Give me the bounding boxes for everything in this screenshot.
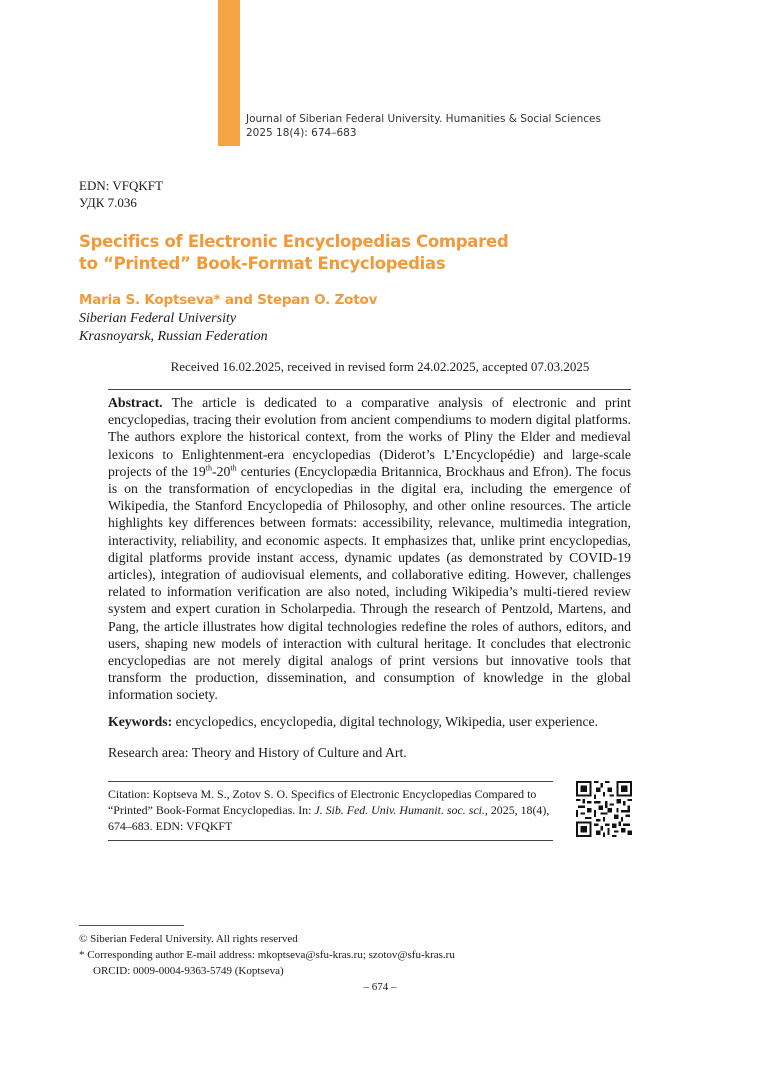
citation-top-rule <box>108 781 553 782</box>
received-dates: Received 16.02.2025, received in revised form 24.02.2025, accepted 07.03.2025 <box>170 359 590 374</box>
article-title <box>79 231 639 275</box>
abstract-text: -20 <box>212 463 231 479</box>
abstract-top-rule <box>108 389 631 390</box>
copyright-note: © Siberian Federal University. All rights reserved <box>79 933 298 945</box>
corresponding-author-note: * Corresponding author E-mail address: mkoptseva@sfu-kras.ru; szotov@sfu-kras.ru <box>79 949 455 961</box>
affiliation-location: Krasnoyarsk, Russian Federation <box>79 329 268 344</box>
superscript: th <box>230 463 237 473</box>
abstract <box>108 394 631 704</box>
research-area: Research area: Theory and History of Culture and Art. <box>108 745 407 760</box>
title-line-2: to “Printed” Book-Format Encyclopedias <box>79 254 446 273</box>
udk: УДК 7.036 <box>79 195 137 210</box>
superscript: th <box>205 463 213 473</box>
citation-journal: J. Sib. Fed. Univ. Humanit. soc. sci. <box>314 803 485 817</box>
keywords <box>108 713 638 730</box>
abstract-text: centuries (Encyclopædia Britannica, Brockhaus and Efron). The focus is on the transformation of encyclopedias in the digital era, including the emergence of Wikipedia, the Stanford Encyclopedia of Philosophy, and other online resources. The article highlights key differences between formats: accessibility, relevance, multimedia integration, interactivity, reliability, and economic aspects. It emphasizes that, unlike print encyclopedias, digital platforms provide instant access, dynamic updates (as demonstrated by COVID-19 articles), integration of audiovisual elements, and collaborative editing. However, challenges related to information verification are also noted, including Wikipedia’s multi-tiered review system and expert curation in Scholarpedia. Through the research of Pentzold, Martens, and Pang, the article illustrates how digital technologies redefine the roles of authors, editors, and users, shaping new models of interaction with cultural heritage. It concludes that electronic encyclopedias are not merely digital analogs of print versions but innovative tools that transform the production, dissemination, and consumption of knowledge in the global information society. <box>108 463 632 703</box>
journal-header <box>246 112 601 140</box>
edn: EDN: VFQKFT <box>79 178 163 193</box>
affiliation <box>79 310 268 346</box>
header-accent-bar <box>218 0 240 146</box>
qr-code-icon[interactable] <box>576 781 632 837</box>
page-number: – 674 – <box>363 981 397 993</box>
footnotes <box>79 931 455 979</box>
abstract-label: Abstract. <box>108 395 163 410</box>
abstract-text: The article is dedicated to a comparative analysis of electronic and print encyclopedias, tracing their evolution from ancient compendiums to modern digital platforms. The authors explore the historical context, from the works of Pliny the Elder and medieval lexicons to Enlightenment-era encyclopedias (Diderot’s L’Encyclopédie) and large-scale projects of the 19 <box>108 395 631 479</box>
citation <box>108 786 553 834</box>
citation-bottom-rule <box>108 840 553 841</box>
footnote-rule <box>79 925 184 926</box>
citation-text: Citation: Koptseva M. S., Zotov S. O. Specifics of Electronic Encyclopedias Compared to “Printed” Book-Format Encyclopedias. In: <box>108 787 537 817</box>
journal-issue: 2025 18(4): 674–683 <box>246 127 357 139</box>
orcid-note: ORCID: 0009-0004-9363-5749 (Koptseva) <box>93 965 284 977</box>
journal-name: Journal of Siberian Federal University. Humanities & Social Sciences <box>246 113 601 125</box>
keywords-label: Keywords: <box>108 714 173 729</box>
keywords-text: encyclopedics, encyclopedia, digital technology, Wikipedia, user experience. <box>172 714 599 729</box>
title-line-1: Specifics of Electronic Encyclopedias Compared <box>79 232 509 251</box>
citation-text: , 2025, 18(4), 674–683. EDN: VFQKFT <box>108 803 550 833</box>
authors: Maria S. Koptseva* and Stepan O. Zotov <box>79 292 378 308</box>
affiliation-university: Siberian Federal University <box>79 311 237 326</box>
article-meta <box>79 177 163 211</box>
